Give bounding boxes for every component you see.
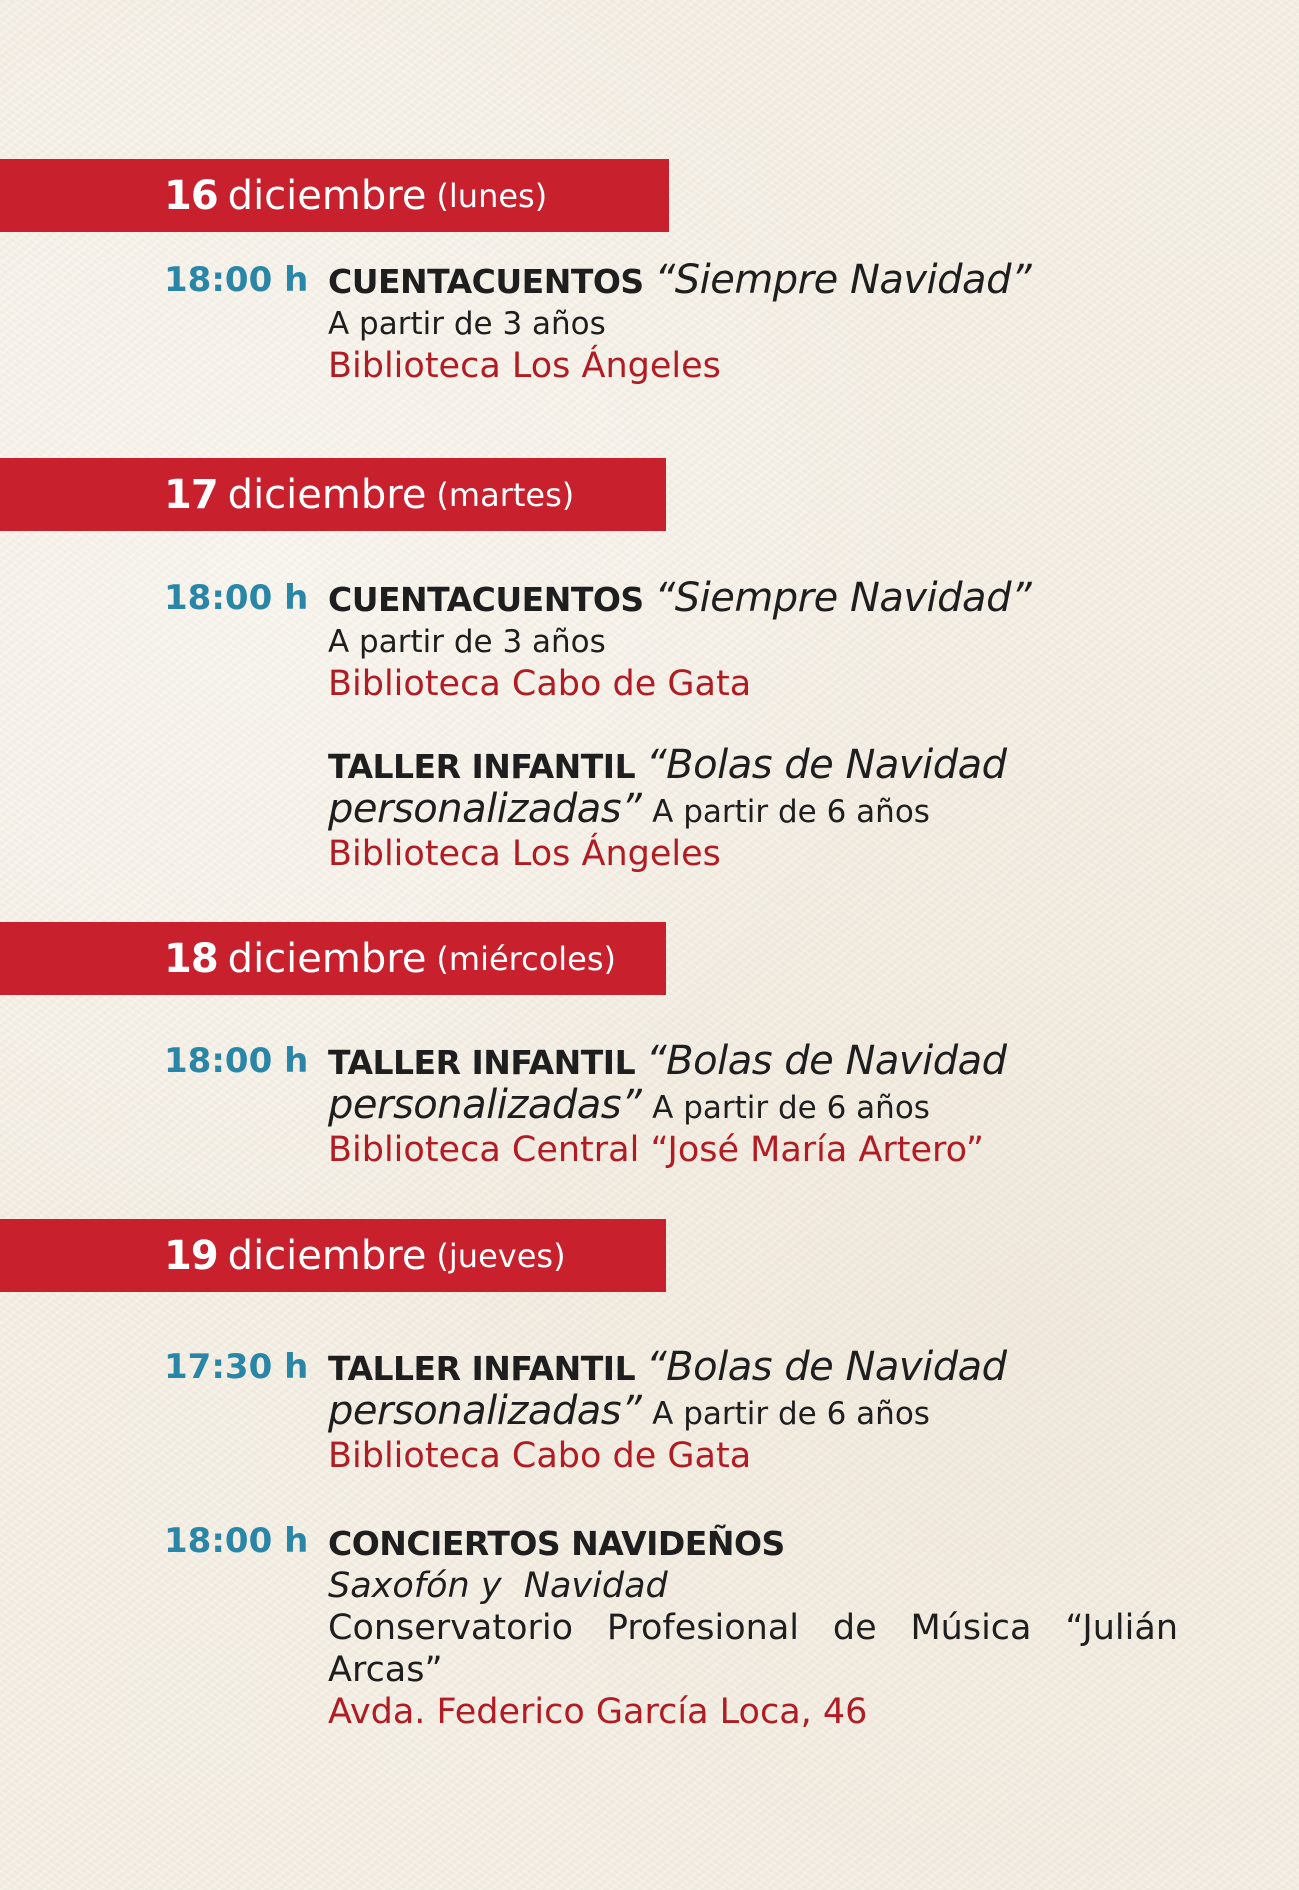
event-title: “Bolas de Navidad [645,1344,1007,1390]
day-weekday: (lunes) [436,176,548,215]
event-venue: Biblioteca Cabo de Gata [328,1436,752,1476]
event-time: 18:00 h [164,1041,309,1081]
event-title-line [328,259,1178,303]
event-title-line [328,1346,1178,1390]
event-title-continued: personalizadas” [328,786,642,832]
event-cuentacuentos-los-angeles [328,259,1178,387]
event-type: CONCIERTOS NAVIDEÑOS [328,1524,785,1563]
event-title-line-2 [328,788,1178,833]
event-subtitle: Saxofón y Navidad [328,1566,668,1606]
event-title: “Bolas de Navidad [645,742,1007,788]
event-title-line [328,577,1178,621]
event-conciertos-navidenos [328,1523,1178,1733]
event-title-continued: personalizadas” [328,1082,642,1128]
day-banner-19 [0,1219,666,1292]
day-number: 18 [164,935,218,982]
event-taller-biblioteca-central [328,1040,1178,1171]
event-type: CUENTACUENTOS [328,262,644,301]
day-month: diciembre [227,471,427,518]
event-title: “Siempre Navidad” [654,575,1032,621]
event-title-line-2 [328,1390,1178,1435]
day-number: 19 [164,1232,218,1279]
event-title-line-2 [328,1084,1178,1129]
day-month: diciembre [227,935,427,982]
event-cuentacuentos-cabo-de-gata [328,577,1178,705]
event-type: CUENTACUENTOS [328,580,644,619]
day-banner-18 [0,922,666,995]
event-venue: Biblioteca Los Ángeles [328,346,721,386]
day-number: 16 [164,172,218,219]
event-age: A partir de 6 años [652,1090,930,1126]
event-title: “Siempre Navidad” [654,257,1032,303]
event-time: 18:00 h [164,1521,309,1561]
event-taller-cabo-de-gata [328,1346,1178,1477]
event-venue: Biblioteca Cabo de Gata [328,664,752,704]
day-month: diciembre [227,172,427,219]
event-venue: Avda. Federico García Loca, 46 [328,1692,868,1732]
day-weekday: (martes) [436,475,575,514]
event-time: 18:00 h [164,260,309,300]
event-title: “Bolas de Navidad [645,1038,1007,1084]
event-age: A partir de 3 años [328,624,606,660]
day-weekday: (miércoles) [436,939,617,978]
event-age: A partir de 6 años [652,1396,930,1432]
day-banner-16 [0,159,669,232]
event-organizer: Conservatorio Profesional de Música “Julián Arcas” [328,1608,1178,1690]
event-type: TALLER INFANTIL [328,1043,636,1082]
day-month: diciembre [227,1232,427,1279]
event-title-line [328,1523,1178,1565]
day-banner-17 [0,458,666,531]
event-title-line [328,744,1178,788]
event-age: A partir de 3 años [328,306,606,342]
event-taller-los-angeles [328,744,1178,875]
event-venue: Biblioteca Los Ángeles [328,834,721,874]
event-time: 17:30 h [164,1347,309,1387]
event-age: A partir de 6 años [652,794,930,830]
event-title-line [328,1040,1178,1084]
event-venue: Biblioteca Central “José María Artero” [328,1130,984,1170]
event-type: TALLER INFANTIL [328,747,636,786]
event-type: TALLER INFANTIL [328,1349,636,1388]
day-number: 17 [164,471,218,518]
event-title-continued: personalizadas” [328,1388,642,1434]
event-time: 18:00 h [164,578,309,618]
day-weekday: (jueves) [436,1236,566,1275]
